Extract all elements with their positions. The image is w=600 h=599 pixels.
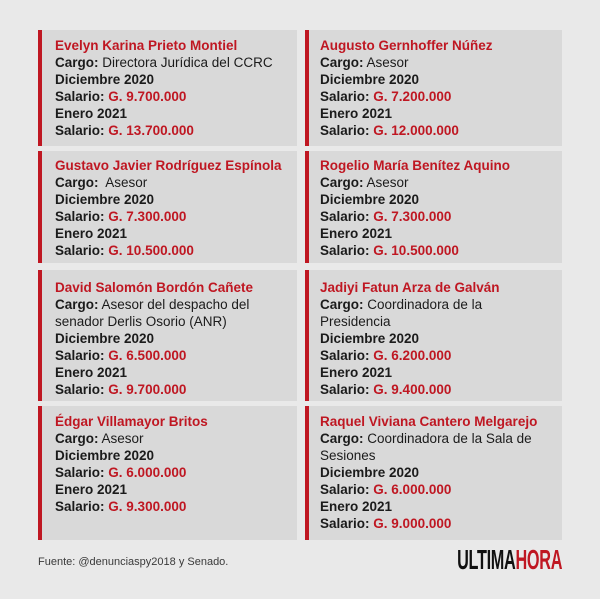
person-name: Édgar Villamayor Britos xyxy=(55,414,208,429)
cargo-line xyxy=(55,430,285,447)
cargo-line xyxy=(55,54,285,71)
person-name: Raquel Viviana Cantero Melgarejo xyxy=(320,414,538,429)
salary-card xyxy=(38,151,297,263)
period-label: Diciembre 2020 xyxy=(55,331,155,346)
salary-line xyxy=(320,88,550,105)
salary-label: Salario: xyxy=(55,465,105,480)
period-label: Diciembre 2020 xyxy=(320,331,420,346)
cargo-label: Cargo: xyxy=(55,175,99,190)
salary-line xyxy=(320,122,550,139)
salary-label: Salario: xyxy=(55,89,105,104)
salary-line xyxy=(55,347,285,364)
cargo-value: Asesor xyxy=(101,431,144,446)
period-label: Enero 2021 xyxy=(320,365,393,380)
cargo-value: Asesor del despacho del senador Derlis Osorio (ANR) xyxy=(55,297,250,329)
salary-line xyxy=(320,208,550,225)
logo-ultima: ULTIMA xyxy=(456,544,516,575)
period-label: Diciembre 2020 xyxy=(55,192,155,207)
cargo-value: Asesor xyxy=(105,175,148,190)
salary-line xyxy=(55,464,285,481)
salary-label: Salario: xyxy=(55,499,105,514)
salary-card xyxy=(305,270,562,401)
salary-value: G. 13.700.000 xyxy=(108,123,194,138)
salary-label: Salario: xyxy=(320,348,370,363)
salary-value: G. 12.000.000 xyxy=(373,123,459,138)
salary-value: G. 6.200.000 xyxy=(373,348,452,363)
logo-hora: HORA xyxy=(515,544,562,575)
cargo-label: Cargo: xyxy=(320,55,364,70)
salary-label: Salario: xyxy=(55,243,105,258)
salary-line xyxy=(55,381,285,398)
cargo-line xyxy=(55,174,285,191)
cargo-label: Cargo: xyxy=(55,431,99,446)
salary-label: Salario: xyxy=(320,516,370,531)
cargo-label: Cargo: xyxy=(320,431,364,446)
salary-card xyxy=(38,270,297,401)
salary-label: Salario: xyxy=(55,382,105,397)
cargo-value: Asesor xyxy=(366,175,409,190)
salary-value: G. 9.400.000 xyxy=(373,382,452,397)
salary-line xyxy=(55,242,285,259)
person-name: Gustavo Javier Rodríguez Espínola xyxy=(55,158,282,173)
cargo-label: Cargo: xyxy=(55,297,99,312)
salary-value: G. 10.500.000 xyxy=(108,243,194,258)
salary-value: G. 9.300.000 xyxy=(108,499,187,514)
period-label: Enero 2021 xyxy=(320,226,393,241)
cargo-label: Cargo: xyxy=(55,55,99,70)
person-name: David Salomón Bordón Cañete xyxy=(55,280,254,295)
salary-card xyxy=(305,30,562,146)
card-content xyxy=(320,279,550,398)
person-name: Rogelio María Benítez Aquino xyxy=(320,158,511,173)
salary-label: Salario: xyxy=(55,348,105,363)
salary-value: G. 7.300.000 xyxy=(108,209,187,224)
salary-label: Salario: xyxy=(55,209,105,224)
salary-value: G. 9.700.000 xyxy=(108,89,187,104)
salary-card xyxy=(305,406,562,540)
period-label: Diciembre 2020 xyxy=(55,72,155,87)
salary-card xyxy=(305,151,562,263)
salary-value: G. 6.000.000 xyxy=(373,482,452,497)
cargo-line xyxy=(55,296,285,330)
salary-value: G. 9.000.000 xyxy=(373,516,452,531)
card-content xyxy=(55,413,285,515)
period-label: Diciembre 2020 xyxy=(320,72,420,87)
salary-card xyxy=(38,406,297,540)
period-label: Enero 2021 xyxy=(55,482,128,497)
salary-value: G. 9.700.000 xyxy=(108,382,187,397)
period-label: Enero 2021 xyxy=(55,365,128,380)
cargo-line xyxy=(320,174,550,191)
ultimahora-logo xyxy=(457,545,562,575)
period-label: Diciembre 2020 xyxy=(320,465,420,480)
cargo-line xyxy=(320,430,550,464)
salary-line xyxy=(320,481,550,498)
salary-line xyxy=(55,208,285,225)
salary-line xyxy=(320,347,550,364)
salary-value: G. 10.500.000 xyxy=(373,243,459,258)
salary-card xyxy=(38,30,297,146)
source-note: Fuente: @denunciaspy2018 y Senado. xyxy=(38,556,229,568)
cargo-value: Asesor xyxy=(366,55,409,70)
period-label: Enero 2021 xyxy=(55,226,128,241)
cargo-label: Cargo: xyxy=(320,175,364,190)
cargo-label: Cargo: xyxy=(320,297,364,312)
cargo-value: Coordinadora de la Sala de Sesiones xyxy=(320,431,532,463)
salary-line xyxy=(320,242,550,259)
period-label: Enero 2021 xyxy=(320,499,393,514)
card-content xyxy=(320,413,550,532)
salary-value: G. 6.000.000 xyxy=(108,465,187,480)
salary-label: Salario: xyxy=(320,243,370,258)
salary-line xyxy=(320,381,550,398)
card-content xyxy=(55,37,285,139)
card-content xyxy=(320,37,550,139)
period-label: Diciembre 2020 xyxy=(320,192,420,207)
period-label: Enero 2021 xyxy=(55,106,128,121)
salary-label: Salario: xyxy=(320,482,370,497)
salary-label: Salario: xyxy=(320,209,370,224)
salary-label: Salario: xyxy=(55,123,105,138)
cargo-line xyxy=(320,296,550,330)
card-content xyxy=(55,157,285,259)
salary-label: Salario: xyxy=(320,382,370,397)
salary-value: G. 6.500.000 xyxy=(108,348,187,363)
cargo-line xyxy=(320,54,550,71)
person-name: Jadiyi Fatun Arza de Galván xyxy=(320,280,500,295)
person-name: Augusto Gernhoffer Núñez xyxy=(320,38,493,53)
card-content xyxy=(55,279,285,398)
salary-line xyxy=(320,515,550,532)
period-label: Diciembre 2020 xyxy=(55,448,155,463)
salary-line xyxy=(55,498,285,515)
salary-value: G. 7.200.000 xyxy=(373,89,452,104)
salary-label: Salario: xyxy=(320,89,370,104)
card-content xyxy=(320,157,550,259)
salary-label: Salario: xyxy=(320,123,370,138)
salary-line xyxy=(55,122,285,139)
salary-line xyxy=(55,88,285,105)
salary-value: G. 7.300.000 xyxy=(373,209,452,224)
period-label: Enero 2021 xyxy=(320,106,393,121)
person-name: Evelyn Karina Prieto Montiel xyxy=(55,38,238,53)
cargo-value: Directora Jurídica del CCRC xyxy=(102,55,273,70)
cargo-value: Coordinadora de la Presidencia xyxy=(320,297,483,329)
